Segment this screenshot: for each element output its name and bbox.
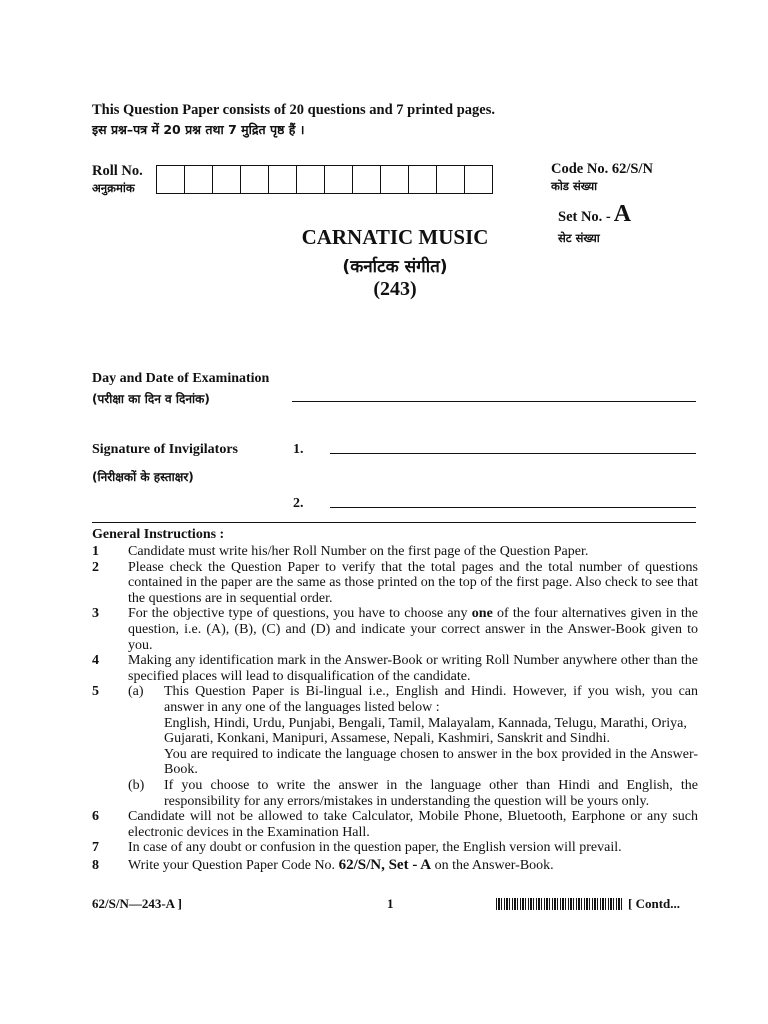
footer-right: [496, 896, 680, 912]
set-label-hi: सेट संख्या: [558, 231, 600, 245]
instruction-5a-line-3: You are required to indicate the language chosen to answer in the box provided in the Answer-Book.: [164, 746, 698, 778]
instruction-number: 7: [92, 840, 99, 856]
exam-date-label-hi: (परीक्षा का दिन व दिनांक): [92, 392, 210, 406]
instructions-heading: General Instructions :: [92, 527, 225, 542]
code-label: Code No. 62/S/N: [551, 161, 653, 177]
roll-label: Roll No.: [92, 163, 143, 179]
roll-label-hi: अनुक्रमांक: [92, 181, 135, 195]
instruction-number: 6: [92, 809, 99, 825]
instruction-text: If you choose to write the answer in the language other than Hindi and English, the responsibility for any errors/mistakes in understanding the question will be yours only.: [164, 777, 698, 809]
instruction-text: In case of any doubt or confusion in the question paper, the English version will prevail.: [128, 840, 622, 856]
header-line-en: This Question Paper consists of 20 questions and 7 printed pages.: [92, 102, 495, 118]
roll-number-box[interactable]: [157, 166, 185, 193]
roll-number-boxes[interactable]: [156, 165, 493, 194]
roll-number-box[interactable]: [465, 166, 493, 193]
roll-number-box[interactable]: [185, 166, 213, 193]
invigilator-1-line[interactable]: [330, 453, 696, 454]
roll-number-box[interactable]: [437, 166, 465, 193]
roll-number-box[interactable]: [241, 166, 269, 193]
instruction-number: 3: [92, 606, 99, 622]
instruction-3: [92, 606, 698, 653]
instruction-8: [92, 858, 698, 874]
instruction-text: [128, 858, 698, 874]
instruction-number-spacer: [92, 778, 128, 809]
code-label-hi: कोड संख्या: [551, 179, 598, 193]
roll-number-box[interactable]: [269, 166, 297, 193]
instruction-8-part-1: Write your Question Paper Code No.: [128, 857, 339, 873]
exam-date-line[interactable]: [292, 401, 696, 402]
set-label: [558, 201, 631, 228]
instruction-5a: [92, 684, 698, 778]
instruction-5a-line-1: This Question Paper is Bi-lingual i.e., English and Hindi. However, if you wish, you can answer in any one of the languages listed below :: [164, 684, 698, 715]
barcode-icon: [496, 898, 622, 910]
instruction-number: 4: [92, 653, 99, 669]
roll-number-box[interactable]: [353, 166, 381, 193]
instruction-text: [164, 684, 698, 778]
subject-title-hi: (कर्नाटक संगीत): [342, 257, 448, 277]
instruction-8-code: 62/S/N, Set - A: [338, 856, 432, 873]
invigilator-2-number: 2.: [293, 496, 304, 511]
instruction-8-part-2: on the Answer-Book.: [431, 857, 554, 873]
invigilator-1-number: 1.: [293, 442, 304, 457]
instruction-7: [92, 840, 698, 856]
roll-number-box[interactable]: [381, 166, 409, 193]
instruction-text: Candidate must write his/her Roll Number on the first page of the Question Paper.: [128, 544, 589, 559]
invigilator-label: Signature of Invigilators: [92, 442, 238, 457]
continued-label: [ Contd...: [628, 896, 681, 911]
roll-number-box[interactable]: [297, 166, 325, 193]
roll-number-box[interactable]: [325, 166, 353, 193]
instruction-5a-languages: English, Hindi, Urdu, Punjabi, Bengali, Tamil, Malayalam, Kannada, Telugu, Marathi, Oriya, Gujarati, Konkani, Manipuri, Assamese, Nepali, Kashmiri, Sanskrit and Sindhi.: [164, 715, 687, 747]
footer-code: 62/S/N—243-A ]: [92, 896, 182, 911]
instruction-6: [92, 809, 698, 840]
instruction-text: Candidate will not be allowed to take Calculator, Mobile Phone, Bluetooth, Earphone or any such electronic devices in the Examination Hall.: [128, 809, 698, 840]
instruction-text: [128, 606, 698, 653]
subject-title: CARNATIC MUSIC: [301, 225, 489, 249]
subject-code: (243): [373, 278, 417, 300]
instruction-text: Making any identification mark in the Answer-Book or writing Roll Number anywhere other than the specified places will lead to disqualification of the candidate.: [128, 653, 698, 684]
instruction-number: 8: [92, 857, 99, 873]
instruction-number: 5: [92, 684, 99, 700]
set-label-text: Set No. -: [558, 209, 611, 225]
instruction-number: 1: [92, 544, 99, 559]
instruction-sub-label: (b): [128, 777, 145, 793]
instruction-number: 2: [92, 559, 99, 575]
instruction-3-emphasis: one: [471, 606, 493, 622]
roll-number-box[interactable]: [213, 166, 241, 193]
header-line-hi: इस प्रश्न–पत्र में 20 प्रश्न तथा 7 मुद्रित पृष्ठ हैं ।: [92, 122, 305, 137]
instruction-2: [92, 560, 698, 607]
invigilator-label-hi: (निरीक्षकों के हस्ताक्षर): [92, 470, 194, 484]
instruction-1: [92, 544, 698, 560]
instruction-3-part-1: For the objective type of questions, you have to choose any: [128, 606, 472, 622]
instructions-divider: [92, 522, 696, 523]
page-number: 1: [387, 896, 394, 911]
invigilator-2-line[interactable]: [330, 507, 696, 508]
instruction-text: Please check the Question Paper to verify that the total pages and the total number of questions contained in the paper are the same as those printed on the top of the first page. Also check to see that the questions are in sequential order.: [128, 559, 698, 606]
instruction-4: [92, 653, 698, 684]
instruction-5b: [92, 778, 698, 809]
instructions-list: [92, 544, 698, 873]
instruction-sub-label: (a): [128, 684, 144, 700]
instruction-3-part-2: of the four alternatives given in the question, i.e. (A), (B), (C) and (D) and indicate your correct answer in the Answer-Book given to you.: [128, 606, 698, 653]
set-value: A: [613, 201, 632, 227]
exam-date-label: Day and Date of Examination: [92, 371, 270, 386]
roll-number-box[interactable]: [409, 166, 437, 193]
